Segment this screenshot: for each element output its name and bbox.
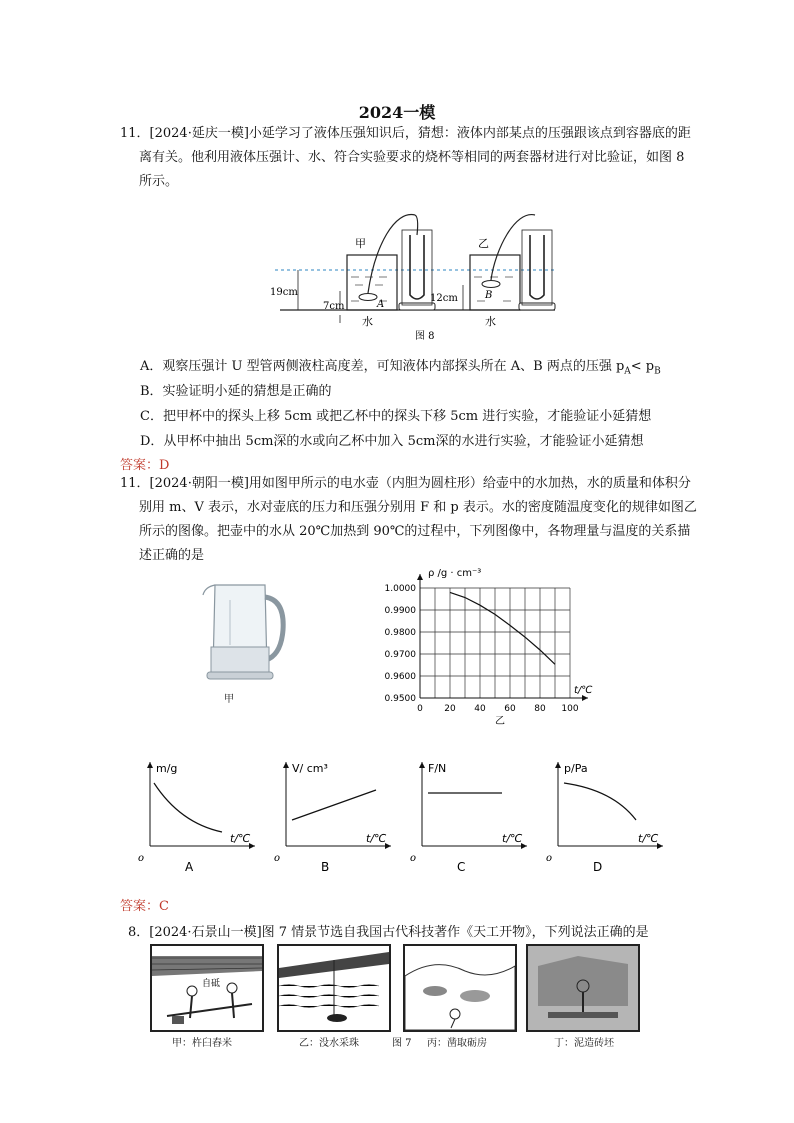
- density-curve: [450, 592, 555, 664]
- option-graph-a: [130, 758, 260, 878]
- y-tick-label: 1.0000: [384, 584, 416, 594]
- option-letter: B: [321, 860, 330, 874]
- y-axis-arrow: [419, 762, 425, 768]
- x-axis-label: t/℃: [502, 832, 523, 845]
- embedded-text: 自砥: [202, 979, 221, 989]
- curve: [292, 790, 376, 820]
- label-yi: 乙: [478, 237, 489, 250]
- y-axis-label: p/Pa: [564, 762, 588, 775]
- label-jia: 甲: [355, 237, 366, 250]
- question-number: 11．: [120, 476, 150, 491]
- option-letter: C: [457, 860, 466, 874]
- x-tick-label: 20: [444, 704, 456, 714]
- water-label-2: 水: [485, 315, 496, 328]
- x-tick-label: 60: [504, 704, 516, 714]
- x-tick-label: 40: [474, 704, 486, 714]
- x-axis-label: t/℃: [366, 832, 387, 845]
- question-1-text: [120, 122, 699, 194]
- caption-ding: 丁：泥造砖坯: [554, 1038, 614, 1049]
- point-b-label: B: [485, 290, 493, 301]
- kettle-caption: 甲: [224, 694, 234, 705]
- dim-19cm: 19cm: [270, 287, 298, 298]
- water-label-1: 水: [362, 315, 373, 328]
- y-tick-label: 0.9700: [384, 650, 416, 660]
- y-axis-arrow: [417, 574, 423, 580]
- x-tick-label: 100: [561, 704, 579, 714]
- option-c: C．把甲杯中的探头上移 5cm 或把乙杯中的探头下移 5cm 进行实验，才能验证小延猜想: [140, 409, 652, 424]
- y-axis-label: F/N: [428, 762, 447, 775]
- y-tick-label: 0.9900: [384, 606, 416, 616]
- image-bing-oyster: [403, 944, 517, 1032]
- x-axis-label: t/℃: [638, 832, 659, 845]
- option-d: D．从甲杯中抽出 5cm深的水或向乙杯中加入 5cm深的水进行实验，才能验证小延猜想: [140, 434, 644, 449]
- question-body: [2024·朝阳一模]用如图甲所示的电水壶（内胆为圆柱形）给壶中的水加热，水的质量和体积分别用 m、V 表示，水对壶底的压力和压强分别用 F 和 p 表示。水的密度随温度变化的规律如图乙所示的图像。把壶中的水从 20℃加热到 90℃的过程中，下列图像中，各物理量与温度的关系描述正确的是: [139, 476, 697, 563]
- caption-bing: 丙：凿取砺房: [427, 1038, 487, 1049]
- beaker-jia: [347, 255, 397, 310]
- dim-7cm: 7cm: [323, 301, 345, 312]
- page-title: 2024一模: [358, 103, 436, 122]
- y-tick-label: 0.9800: [384, 628, 416, 638]
- y-axis-label: ρ /g · cm⁻³: [428, 568, 482, 579]
- answer-2: 答案：C: [120, 899, 169, 914]
- question-3-text: [128, 921, 688, 945]
- figure-8-caption: 图 8: [415, 331, 435, 342]
- y-axis-label: m/g: [156, 762, 178, 775]
- option-graph-d: [538, 758, 668, 878]
- question-body: [2024·延庆一模]小延学习了液体压强知识后，猜想：液体内部某点的压强跟该点到容器底的距离有关。他利用液体压强计、水、符合实验要求的烧杯等相同的两套器材进行对比验证，如图 8 所示。: [139, 126, 691, 189]
- x-axis-label: t/℃: [574, 685, 593, 696]
- origin-label: o: [546, 853, 553, 864]
- probe-a: [359, 294, 377, 301]
- dim-12cm: 12cm: [430, 293, 458, 304]
- option-graph-c: [402, 758, 532, 878]
- y-tick-label: 0.9600: [384, 672, 416, 682]
- density-chart: [372, 560, 612, 745]
- x-tick-label: 80: [534, 704, 546, 714]
- question-number: 8．: [128, 925, 150, 940]
- image-yi-diving: [277, 944, 391, 1032]
- origin-label: o: [138, 853, 145, 864]
- figure-8: [265, 205, 565, 345]
- y-axis-arrow: [283, 762, 289, 768]
- caption-jia: 甲：杵臼舂米: [172, 1038, 232, 1049]
- option-letter: A: [185, 860, 194, 874]
- origin-label: o: [274, 853, 281, 864]
- origin-label: o: [410, 853, 417, 864]
- point-a-label: A: [377, 299, 385, 310]
- question-body: [2024·石景山一模]图 7 情景节选自我国古代科技著作《天工开物》，下列说法正确的是: [149, 925, 649, 940]
- question-2-text: [120, 472, 699, 568]
- x-tick-label: 0: [417, 704, 423, 714]
- y-axis-arrow: [555, 762, 561, 768]
- y-tick-label: 0.9500: [384, 694, 416, 704]
- option-graph-b: [266, 758, 396, 878]
- chart-caption: 乙: [495, 716, 505, 727]
- question-number: 11．: [120, 126, 150, 141]
- caption-figure-7: 图 7: [392, 1038, 412, 1049]
- answer-1: 答案：D: [120, 458, 170, 473]
- option-b: B．实验证明小延的猜想是正确的: [140, 384, 332, 399]
- probe-b: [482, 281, 500, 288]
- image-jia-pestle: [150, 944, 264, 1032]
- option-a: A．观察压强计 U 型管两侧液柱高度差，可知液体内部探头所在 A、B 两点的压强 $p_A< p_B$: [140, 359, 661, 377]
- y-axis-arrow: [147, 762, 153, 768]
- option-letter: D: [593, 860, 603, 874]
- image-ding-brick: [526, 944, 640, 1032]
- x-axis-label: t/℃: [230, 832, 251, 845]
- kettle-image: [195, 575, 295, 710]
- y-axis-label: V/ cm³: [292, 762, 328, 775]
- curve: [564, 783, 636, 820]
- curve: [154, 783, 222, 832]
- caption-yi: 乙：没水采珠: [299, 1038, 359, 1049]
